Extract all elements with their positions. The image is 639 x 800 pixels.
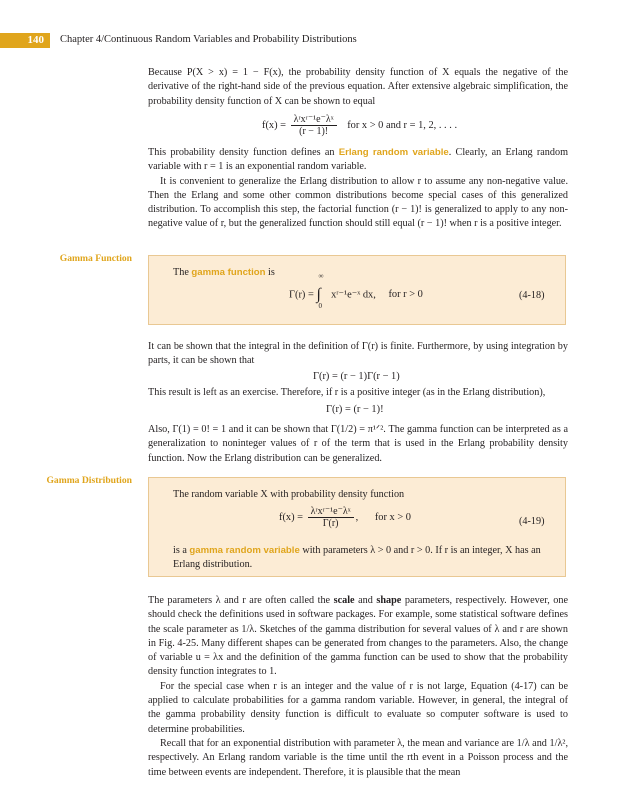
paragraph-3: It is convenient to generalize the Erlang distribution to allow r to assume any non-negative value. Then the Erlang and some other common distributions become special cases of this generalized distribution. To accomplish this step, the factorial function (r − 1)! is generalized to apply to any non-negative value of r, but the generalized function should still equal (r − 1)! when r is a positive integer.	[148, 175, 568, 230]
erlang-equation: f(x) = $\frac{\text{λʳxʳ⁻¹e⁻λˣ}}{(r - 1)!}$ for x > 0 and r = 1, 2, . . . .	[262, 114, 458, 137]
gamma-rv-term: gamma random variable	[189, 545, 300, 556]
gamma-function-equation: Γ(r) = ∞ ∫ 0 xʳ⁻¹e⁻ˣ dx, for r > 0	[289, 272, 423, 310]
paragraph-9: Recall that for an exponential distribution with parameter λ, the mean and variance are 1/λ and 1/λ², respectively. An Erlang random variable is the time until the rth event in a Poisson process and the time between events are independent. Therefore, it is plausible that the mean	[148, 737, 568, 778]
paragraph-8: For the special case when r is an integer and the value of r is not large, Equation (4-17) can be applied to calculate probabilities for a gamma random variable. However, in general, the integral of the gamma probability density function is difficult to evaluate so computer software is used to determine probabilities.	[148, 680, 568, 735]
gamma-function-box: The gamma function is Γ(r) = ∞ ∫ 0 xʳ⁻¹e⁻ˣ dx, for r > 0 (4-18)	[148, 255, 566, 325]
gamma-distribution-box: The random variable X with probability density function f(x) = $\frac{\text{λʳxʳ⁻¹e⁻λˣ}}{\Gamma(r)}$ , for x > 0 (4-19) is a gamma random variable with parameters λ > 0 and r > 0. If r is an integer, X has an Erlang distribution.	[148, 477, 566, 577]
paragraph-6: Also, Γ(1) = 0! = 1 and it can be shown that Γ(1/2) = π¹ᐟ². The gamma function can be interpreted as a generalization to noninteger values of r of the term that is used in the Erlang probability density function. Now the Erlang distribution can be generalized.	[148, 424, 568, 464]
erlang-term: Erlang random variable	[338, 147, 449, 158]
paragraph-4: It can be shown that the integral in the definition of Γ(r) is finite. Furthermore, by using integration by parts, it can be shown that	[148, 341, 568, 367]
recursion-equation: Γ(r) = (r − 1)Γ(r − 1)	[313, 371, 400, 382]
paragraph-2: This probability density function defines an Erlang random variable. Clearly, an Erlang random variable with r = 1 is an exponential random variable. It is convenient to generalize the Erlang distribution to allow r to assume any non-negative value. Then the Erlang and some other common distributions become special cases of this generalized distribution. To accomplish this step, the factorial function (r − 1)! is generalized to apply to any non-negative value of r, but the generalized function should still equal (r − 1)! when r is a positive integer.	[148, 146, 568, 232]
paragraph-1: Because P(X > x) = 1 − F(x), the probability density function of X equals the negative of the derivative of the right-hand side of the previous equation. After extensive algebraic simplification, the probability density function of X can be shown to equal	[148, 67, 568, 107]
gamma-function-term: gamma function	[191, 267, 266, 278]
sidebar-gamma-function: Gamma Function	[59, 253, 132, 264]
page-number: 140	[0, 33, 50, 48]
running-title: Chapter 4/Continuous Random Variables and Probability Distributions	[60, 34, 357, 45]
paragraph-5: This result is left as an exercise. Therefore, if r is a positive integer (as in the Erlang distribution),	[148, 387, 546, 398]
sidebar-gamma-distribution: Gamma Distribution	[46, 475, 132, 486]
gamma-pdf-equation: f(x) = $\frac{\text{λʳxʳ⁻¹e⁻λˣ}}{\Gamma(r)}$ , for x > 0	[279, 506, 411, 529]
equation-number-4-18: (4-18)	[519, 290, 545, 301]
paragraph-7: The parameters λ and r are often called the scale and shape parameters, respectively. However, one should check the definitions used in software packages. For example, some statistical software defines the scale parameter as 1/λ. Sketches of the gamma distribution for several values of λ and r are shown in Fig. 4-25. Many different shapes can be generated from changes to the parameters. Also, the change of variable u = λx and the definition of the gamma function can be used to show that the probability density function integrates to 1. For the special case when r is an integer and the value of r is not large, Equation (4-17) can be applied to calculate probabilities for a gamma random variable. However, in general, the integral of the gamma probability density function is difficult to evaluate so computer software is used to determine probabilities. Recall that for an exponential distribution with parameter λ, the mean and variance are 1/λ and 1/λ², respectively. An Erlang random variable is the time until the rth event in a Poisson process and the time between events are independent. Therefore, it is plausible that the mean	[148, 594, 568, 780]
equation-number-4-19: (4-19)	[519, 516, 545, 527]
factorial-equation: Γ(r) = (r − 1)!	[326, 404, 384, 415]
